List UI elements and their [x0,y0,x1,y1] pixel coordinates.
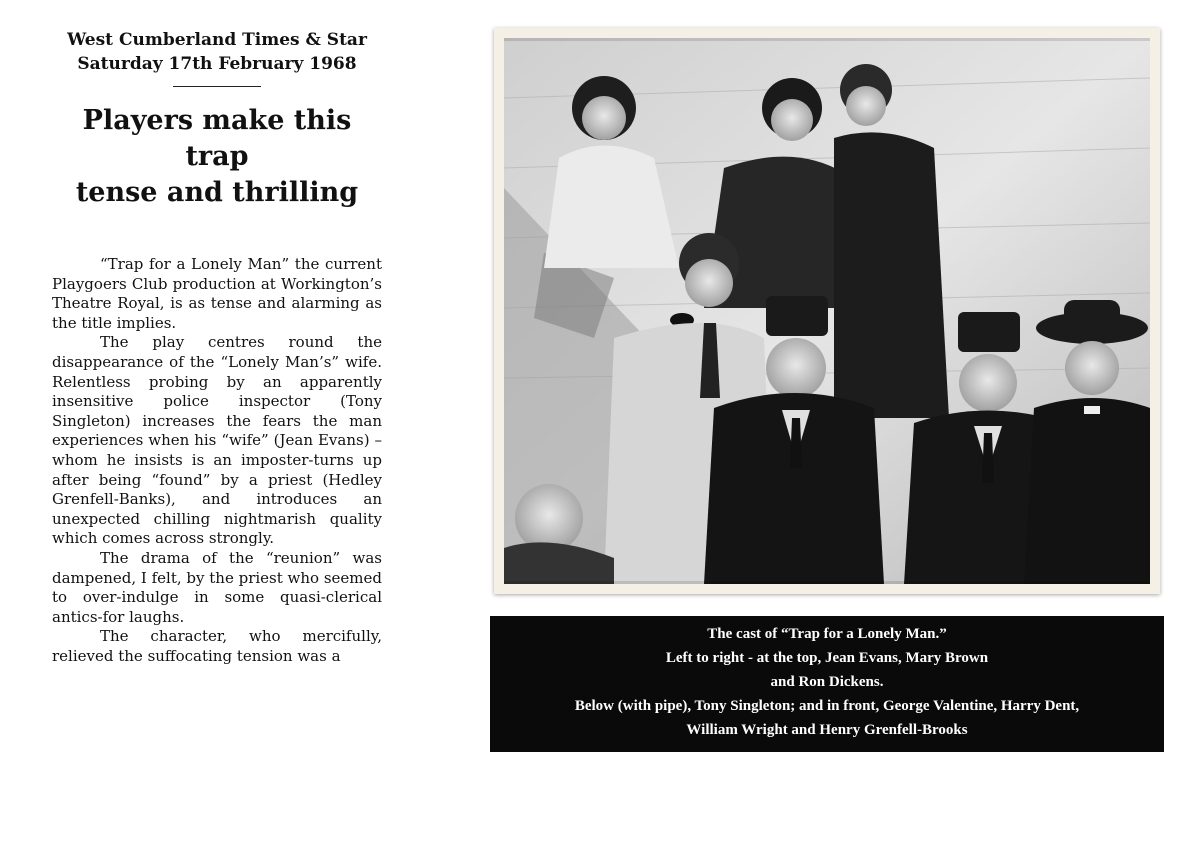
article-body [52,255,382,666]
article-paragraph-3: The drama of the “reunion” was dampened, I felt, by the priest who seemed to over-indulge in some quasi-clerical antics-for laughs. [52,548,382,626]
cast-photograph-illustration [504,38,1150,584]
headline-line-2: tense and thrilling [75,177,359,208]
caption-line-3: and Ron Dickens. [770,674,884,690]
article-paragraph-4: The character, who mercifully, relieved the suffocating tension was a [52,627,382,665]
article-paragraph-2: The play centres round the disappearance of the “Lonely Man’s” wife. Relentless probing by an apparently insensitive police inspector (Tony Singleton) increases the fears the man experiences when his “wife” (Jean Evans) –whom he insists is an imposter-turns up after being “found” by a priest (Hedley Grenfell-Banks), and introduces an unexpected chilling nightmarish quality which comes across strongly. [52,333,382,548]
caption-line-1: The cast of “Trap for a Lonely Man.” [707,626,947,642]
caption-line-5: William Wright and Henry Grenfell-Brooks [686,722,968,738]
caption-line-2: Left to right - at the top, Jean Evans, Mary Brown [665,650,989,666]
photo-frame [494,28,1160,594]
publication-date: Saturday 17th February 1968 [77,54,357,74]
masthead [52,28,382,76]
headline-line-1: Players make this trap [82,105,352,172]
newspaper-name: West Cumberland Times & Star [67,30,367,50]
article-column [52,28,382,666]
headline [52,103,382,211]
divider-rule [173,80,261,87]
caption-line-4: Below (with pipe), Tony Singleton; and in front, George Valentine, Harry Dent, [574,698,1080,714]
article-paragraph-1: “Trap for a Lonely Man” the current Playgoers Club production at Workington’s Theatre Royal, is as tense and alarming as the title implies. [52,255,382,332]
cast-photograph [504,38,1150,584]
photo-caption [490,616,1164,752]
